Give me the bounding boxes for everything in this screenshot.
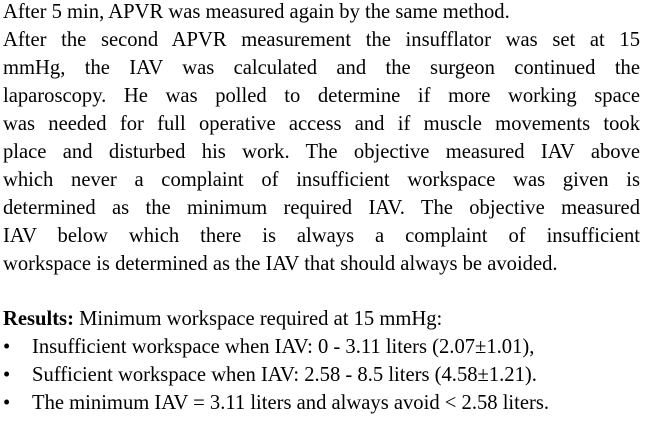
list-item xyxy=(3,333,640,361)
text-line: which never a complaint of insufficient workspace was given is xyxy=(3,169,640,191)
bullet-icon: • xyxy=(3,392,11,414)
document-body xyxy=(3,0,640,417)
text-line: workspace is determined as the IAV that should always be avoided. xyxy=(3,253,558,275)
results-list xyxy=(3,333,640,417)
list-item-text: Insufficient workspace when IAV: 0 - 3.11 liters (2.07±1.01), xyxy=(32,336,535,358)
text-line: determined as the minimum required IAV. The objective measured xyxy=(3,197,640,219)
text-line: mmHg, the IAV was calculated and the surgeon continued the xyxy=(3,57,640,79)
text-line: was needed for full operative access and if muscle movements took xyxy=(3,113,640,135)
list-item-text: The minimum IAV = 3.11 liters and always avoid < 2.58 liters. xyxy=(32,392,550,414)
bullet-icon: • xyxy=(3,364,11,386)
text-line: IAV below which there is always a complaint of insufficient xyxy=(3,225,640,247)
text-line: After the second APVR measurement the insufflator was set at 15 xyxy=(3,29,640,51)
results-label: Results: xyxy=(3,308,74,330)
text-line: laparoscopy. He was polled to determine if more working space xyxy=(3,85,640,107)
results-heading xyxy=(3,305,640,333)
bullet-icon: • xyxy=(3,336,11,358)
paragraph-spacer xyxy=(3,278,640,305)
results-text: Minimum workspace required at 15 mmHg: xyxy=(73,308,443,330)
text-line: After 5 min, APVR was measured again by the same method. xyxy=(3,1,510,23)
text-line: place and disturbed his work. The objective measured IAV above xyxy=(3,141,640,163)
list-item xyxy=(3,361,640,389)
list-item xyxy=(3,389,640,417)
methods-paragraph xyxy=(3,0,640,278)
list-item-text: Sufficient workspace when IAV: 2.58 - 8.5 liters (4.58±1.21). xyxy=(32,364,537,386)
